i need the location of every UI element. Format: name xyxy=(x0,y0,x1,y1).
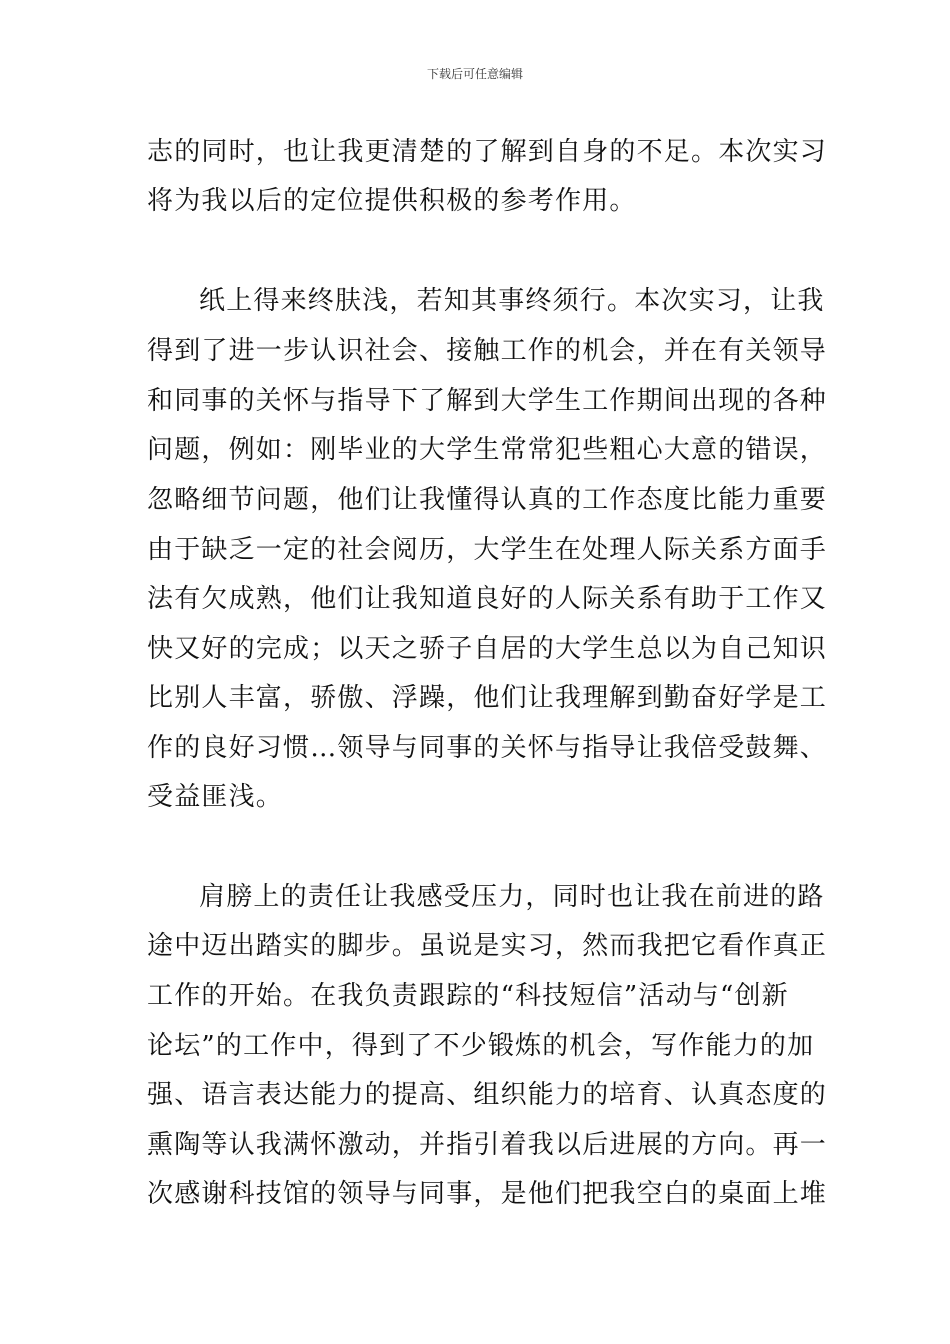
text-line: 论坛”的工作中，得到了不少锻炼的机会，写作能力的加 xyxy=(147,1031,815,1061)
text-line: 将为我以后的定位提供积极的参考作用。 xyxy=(147,186,637,216)
paragraph-first-line: 肩膀上的责任让我感受压力，同时也让我在前进的路 xyxy=(199,882,825,912)
text-line: 得到了进一步认识社会、接触工作的机会，并在有关领导 xyxy=(147,336,828,366)
paragraph-first-line: 纸上得来终肤浅，若知其事终须行。本次实习，让我 xyxy=(199,286,825,316)
text-line: 和同事的关怀与指导下了解到大学生工作期间出现的各种 xyxy=(147,386,828,416)
text-line: 法有欠成熟，他们让我知道良好的人际关系有助于工作又 xyxy=(147,584,828,614)
text-line: 熏陶等认我满怀激动，并指引着我以后进展的方向。再一 xyxy=(147,1130,828,1160)
text-line: 作的良好习惯…领导与同事的关怀与指导让我倍受鼓舞、 xyxy=(147,733,828,763)
text-line: 由于缺乏一定的社会阅历，大学生在处理人际关系方面手 xyxy=(147,535,828,565)
page-header-note: 下载后可任意编辑 xyxy=(426,67,523,81)
text-line: 次感谢科技馆的领导与同事，是他们把我空白的桌面上堆 xyxy=(147,1179,828,1209)
text-line: 工作的开始。在我负责跟踪的“科技短信”活动与“创新 xyxy=(147,981,789,1011)
text-line: 途中迈出踏实的脚步。虽说是实习，然而我把它看作真正 xyxy=(147,931,828,961)
text-line: 强、语言表达能力的提高、组织能力的培育、认真态度的 xyxy=(147,1080,828,1110)
text-line: 快又好的完成；以天之骄子自居的大学生总以为自己知识 xyxy=(147,634,828,664)
text-line: 忽略细节问题，他们让我懂得认真的工作态度比能力重要 xyxy=(147,485,828,515)
text-line: 问题，例如：刚毕业的大学生常常犯些粗心大意的错误， xyxy=(147,435,828,465)
text-line: 比别人丰富，骄傲、浮躁，他们让我理解到勤奋好学是工 xyxy=(147,683,828,713)
text-line: 受益匪浅。 xyxy=(147,782,284,812)
text-line: 志的同时，也让我更清楚的了解到自身的不足。本次实习 xyxy=(147,137,828,167)
